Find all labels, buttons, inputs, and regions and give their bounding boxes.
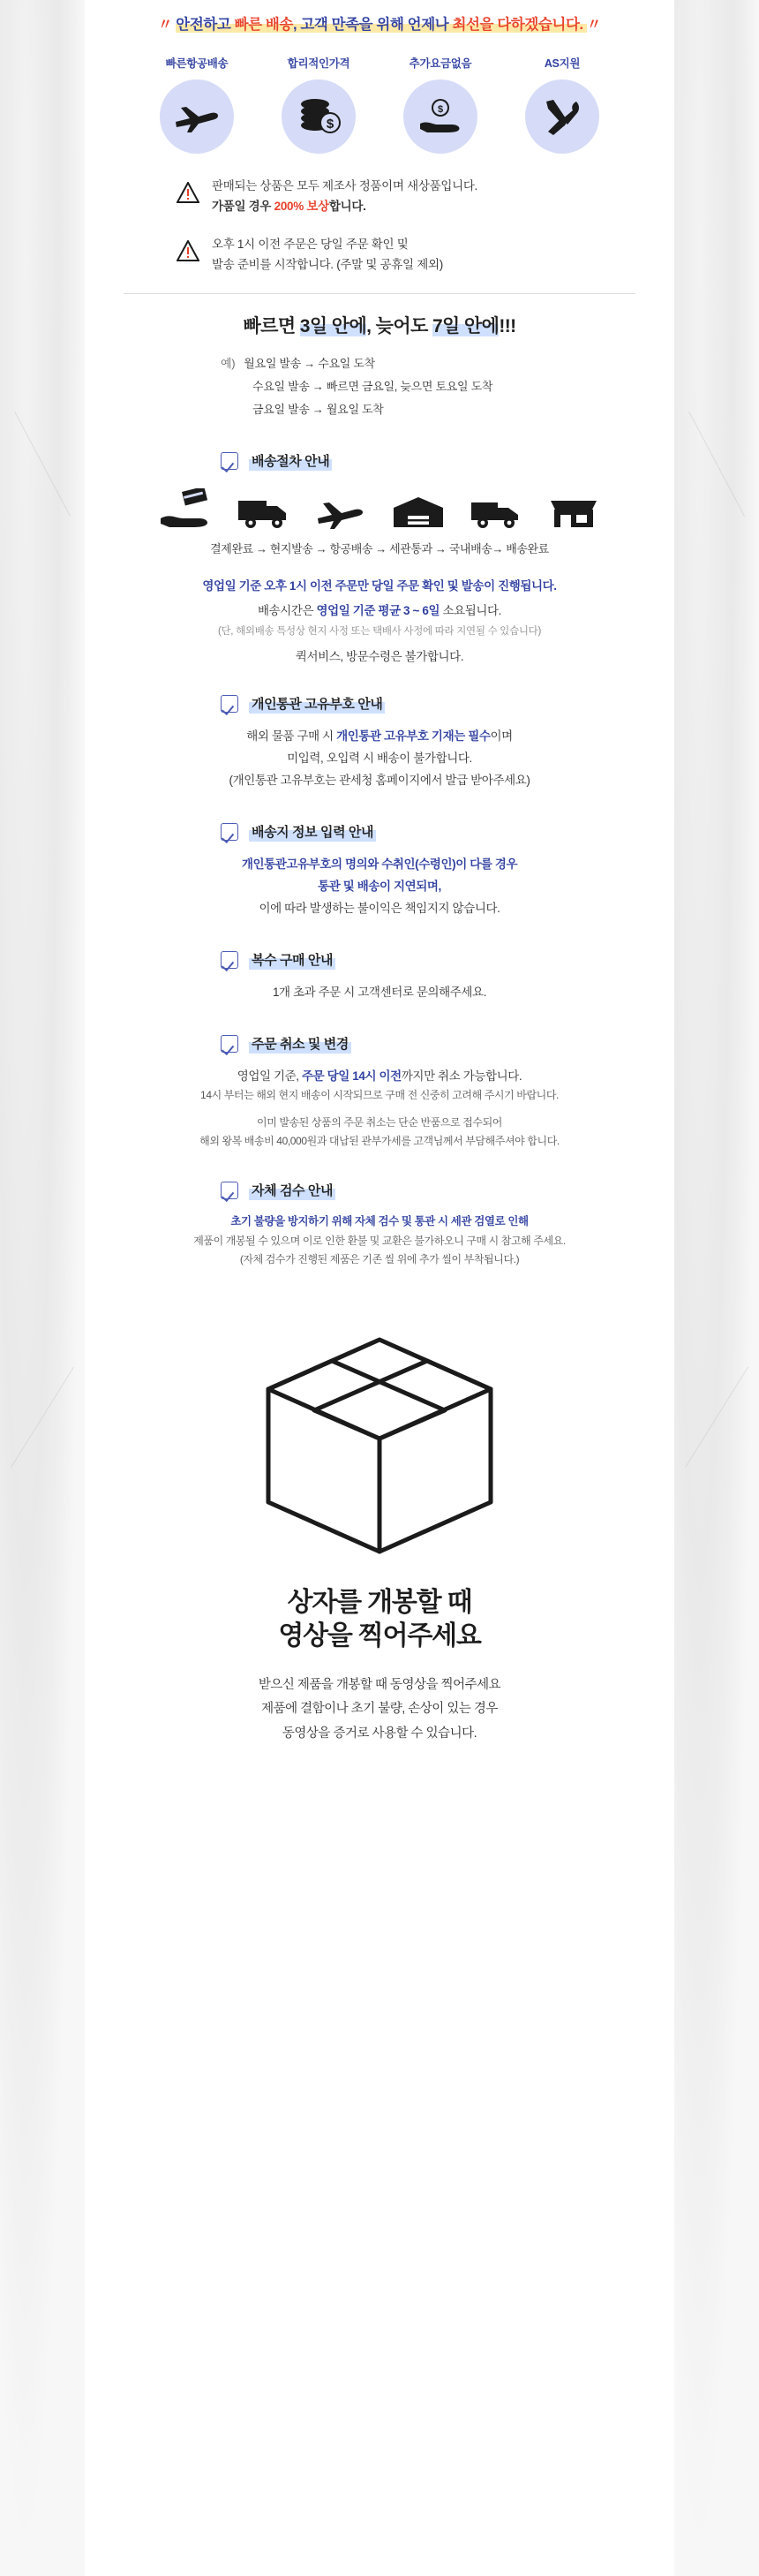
- final-body-line-1: 받으신 제품을 개봉할 때 동영상을 찍어주세요: [258, 1677, 501, 1692]
- feature-label: 빠른항공배송: [165, 57, 229, 70]
- example-tag: 예): [221, 356, 236, 370]
- notice-order-cutoff: [111, 235, 648, 276]
- check-icon: [221, 1182, 238, 1199]
- feature-label: 합리적인가격: [287, 57, 350, 70]
- feature-as-support: [514, 55, 611, 154]
- delivery-flow-steps: 결제완료 → 현지발송 → 항공배송 → 세관통과 → 국내배송→ 배송완료: [210, 541, 549, 555]
- address-line-3: 이에 따라 발생하는 불이익은 책임지지 않습니다.: [259, 901, 500, 915]
- feature-icon-circle: [160, 79, 234, 154]
- cancel-line-4: 해외 왕복 배송비 40,000원과 대납된 관부가세를 고객님께서 부담해주셔야 합니다.: [199, 1135, 560, 1148]
- check-icon: [221, 823, 238, 841]
- cancel-line-3: 이미 발송된 상품의 주문 취소는 단순 반품으로 접수되어: [257, 1116, 502, 1129]
- customs-line-1: [88, 726, 671, 748]
- check-icon: [221, 452, 238, 470]
- cancel-line-1-suffix: 까지만 취소 가능합니다.: [401, 1069, 522, 1083]
- notice-genuine-product: [111, 177, 648, 217]
- cancel-line-1: [88, 1066, 671, 1087]
- customs-line-2: 미입력, 오입력 시 배송이 불가합니다.: [287, 751, 472, 765]
- notice-line-2-suffix: 합니다.: [328, 199, 366, 213]
- customs-line-1-prefix: 해외 물품 구매 시: [246, 729, 337, 743]
- airplane-icon: [172, 99, 222, 134]
- final-title: [88, 1586, 671, 1654]
- customs-line-1-highlight: 개인통관 고유부호 기재는 필수: [336, 729, 491, 743]
- svg-text:$: $: [437, 104, 444, 115]
- section-header-multi-purchase: [88, 950, 671, 970]
- store-icon: [546, 485, 601, 531]
- check-icon: [221, 695, 238, 713]
- marble-texture-left: [0, 0, 85, 2576]
- address-line-2: 통관 및 배송이 지연되며,: [318, 879, 441, 893]
- cancel-line-2: 14시 부터는 해외 현지 배송이 시작되므로 구매 전 신중히 고려해 주시기 바랍니다.: [200, 1089, 559, 1102]
- multi-purchase-body: [88, 982, 671, 1004]
- headline-part3: , 고객 만족을 위해 언제나: [292, 17, 453, 33]
- payment-icon: [158, 485, 213, 531]
- feature-icon-circle: [282, 79, 356, 154]
- section-title: 배송절차 안내: [249, 451, 332, 471]
- section-header-delivery-flow: [88, 451, 671, 471]
- address-info-body: [88, 854, 671, 920]
- notice-line-1: 오후 1시 이전 주문은 당일 주문 확인 및: [212, 237, 409, 251]
- customs-code-body: [88, 726, 671, 792]
- feature-label: AS지원: [544, 57, 581, 70]
- coins-icon: [296, 96, 342, 137]
- notice-line-2: 발송 준비를 시작합니다. (주말 및 공휴일 제외): [212, 257, 443, 271]
- section-header-cancel-change: [88, 1034, 671, 1054]
- cancel-line-1-highlight: 주문 당일 14시 이전: [302, 1069, 402, 1083]
- final-body-line-3: 동영상을 증거로 사용할 수 있습니다.: [282, 1726, 477, 1741]
- delivery-truck-icon: [469, 485, 523, 531]
- customs-line-3: (개인통관 고유부호는 관세청 홈페이지에서 발급 받아주세요): [229, 773, 530, 787]
- example-row-2: 수요일 발송 → 빠르면 금요일, 늦으면 토요일 도착: [252, 379, 493, 393]
- shipping-info-line-2-suffix: 소요됩니다.: [440, 603, 502, 617]
- final-title-line-1: 상자를 개봉할 때: [287, 1588, 472, 1618]
- feature-row: [88, 55, 671, 154]
- shipping-time-info: [88, 576, 671, 664]
- truck-side-icon: [236, 485, 290, 531]
- inspection-line-2: 제품이 개봉될 수 있으며 이로 인한 환불 및 교환은 불가하오니 구매 시 참고해 주세요.: [193, 1235, 566, 1248]
- divider: [124, 293, 635, 294]
- final-body: [88, 1673, 671, 1747]
- shipping-info-line-2: [88, 601, 671, 618]
- inspection-line-1: 초기 불량을 방지하기 위해 자체 검수 및 통관 시 세관 검열로 인해: [230, 1215, 529, 1228]
- check-icon: [221, 1035, 238, 1053]
- feature-label: 추가요금없음: [409, 57, 472, 70]
- fast-shipping-title: [88, 312, 671, 338]
- shipping-info-line-4: 퀵서비스, 방문수령은 불가합니다.: [295, 649, 464, 663]
- section-title: 배송지 정보 입력 안내: [249, 822, 376, 842]
- warning-icon: [177, 182, 199, 208]
- feature-icon-circle: [403, 79, 477, 154]
- fast-title-hl2: 7일 안에: [432, 315, 500, 336]
- notice-list: [88, 177, 671, 276]
- inspection-line-3: (자체 검수가 진행된 제품은 기존 씰 위에 추가 씰이 부착됩니다.): [239, 1253, 520, 1266]
- fast-title-hl1: 3일 안에: [299, 315, 367, 336]
- quote-open: 〃: [157, 17, 173, 33]
- section-title: 주문 취소 및 변경: [249, 1034, 351, 1054]
- notice-text: [212, 235, 443, 276]
- example-list: [88, 352, 671, 421]
- warning-icon: [177, 240, 199, 266]
- shipping-info-line-1: 영업일 기준 오후 1시 이전 주문만 당일 주문 확인 및 발송이 진행됩니다.: [202, 578, 557, 593]
- warehouse-icon: [391, 485, 446, 531]
- final-body-line-2: 제품에 결함이나 초기 불량, 손상이 있는 경우: [261, 1702, 498, 1717]
- headline-part2: 빠른 배송: [234, 17, 293, 33]
- content-column: [88, 0, 671, 2576]
- example-row-3: 금요일 발송 → 월요일 도착: [252, 402, 384, 416]
- self-inspection-body: [88, 1212, 671, 1269]
- feature-air-shipping: [148, 55, 245, 154]
- marble-texture-right: [674, 0, 759, 2576]
- page-headline: [88, 0, 671, 37]
- multi-purchase-line-1: 1개 초과 주문 시 고객센터로 문의해주세요.: [272, 985, 487, 999]
- box-illustration: [88, 1331, 671, 1565]
- cancel-change-body: [88, 1066, 671, 1152]
- hand-coin-icon: [417, 97, 464, 136]
- notice-line-1: 판매되는 상품은 모두 제조사 정품이며 새상품입니다.: [212, 179, 478, 193]
- fast-title-prefix: 빠르면: [243, 315, 300, 336]
- delivery-flow-icons: [88, 485, 671, 531]
- tools-icon: [541, 96, 583, 137]
- feature-no-extra-fee: [392, 55, 489, 154]
- cancel-line-1-prefix: 영업일 기준,: [237, 1069, 303, 1083]
- example-row-1: 월요일 발송 → 수요일 도착: [244, 356, 375, 370]
- shipping-info-line-3: (단, 해외배송 특성상 현지 사정 또는 택배사 사정에 따라 지연될 수 있습니다): [217, 625, 542, 637]
- section-title: 복수 구매 안내: [249, 950, 335, 970]
- fast-title-suffix: !!!: [499, 315, 516, 336]
- feature-fair-price: [270, 55, 367, 154]
- section-header-customs-code: [88, 694, 671, 714]
- shipping-info-line-2-prefix: 배송시간은: [257, 603, 317, 617]
- notice-line-2-highlight: 200% 보상: [274, 199, 329, 213]
- section-title: 자체 검수 안내: [249, 1181, 335, 1200]
- final-title-line-2: 영상을 찍어주세요: [278, 1621, 481, 1651]
- fast-title-mid: , 늦어도: [366, 315, 432, 336]
- open-box-icon: [256, 1331, 503, 1565]
- address-line-1: 개인통관고유부호의 명의와 수취인(수령인)이 다를 경우: [241, 857, 518, 871]
- notice-line-2-prefix: 가품일 경우: [212, 199, 274, 213]
- check-icon: [221, 951, 238, 969]
- shipping-info-line-2-highlight: 영업일 기준 평균 3 ~ 6일: [316, 603, 440, 617]
- headline-part4: 최선을 다하겠습니다.: [452, 17, 583, 33]
- section-header-address-info: [88, 822, 671, 842]
- feature-icon-circle: [525, 79, 599, 154]
- customs-line-1-suffix: 이며: [490, 729, 513, 743]
- quote-close: 〃: [586, 17, 601, 33]
- svg-text:$: $: [326, 117, 334, 132]
- airplane2-icon: [313, 485, 368, 531]
- headline-part1: 안전하고: [176, 17, 235, 33]
- section-header-self-inspection: [88, 1181, 671, 1200]
- notice-text: [212, 177, 477, 217]
- section-title: 개인통관 고유부호 안내: [249, 694, 385, 714]
